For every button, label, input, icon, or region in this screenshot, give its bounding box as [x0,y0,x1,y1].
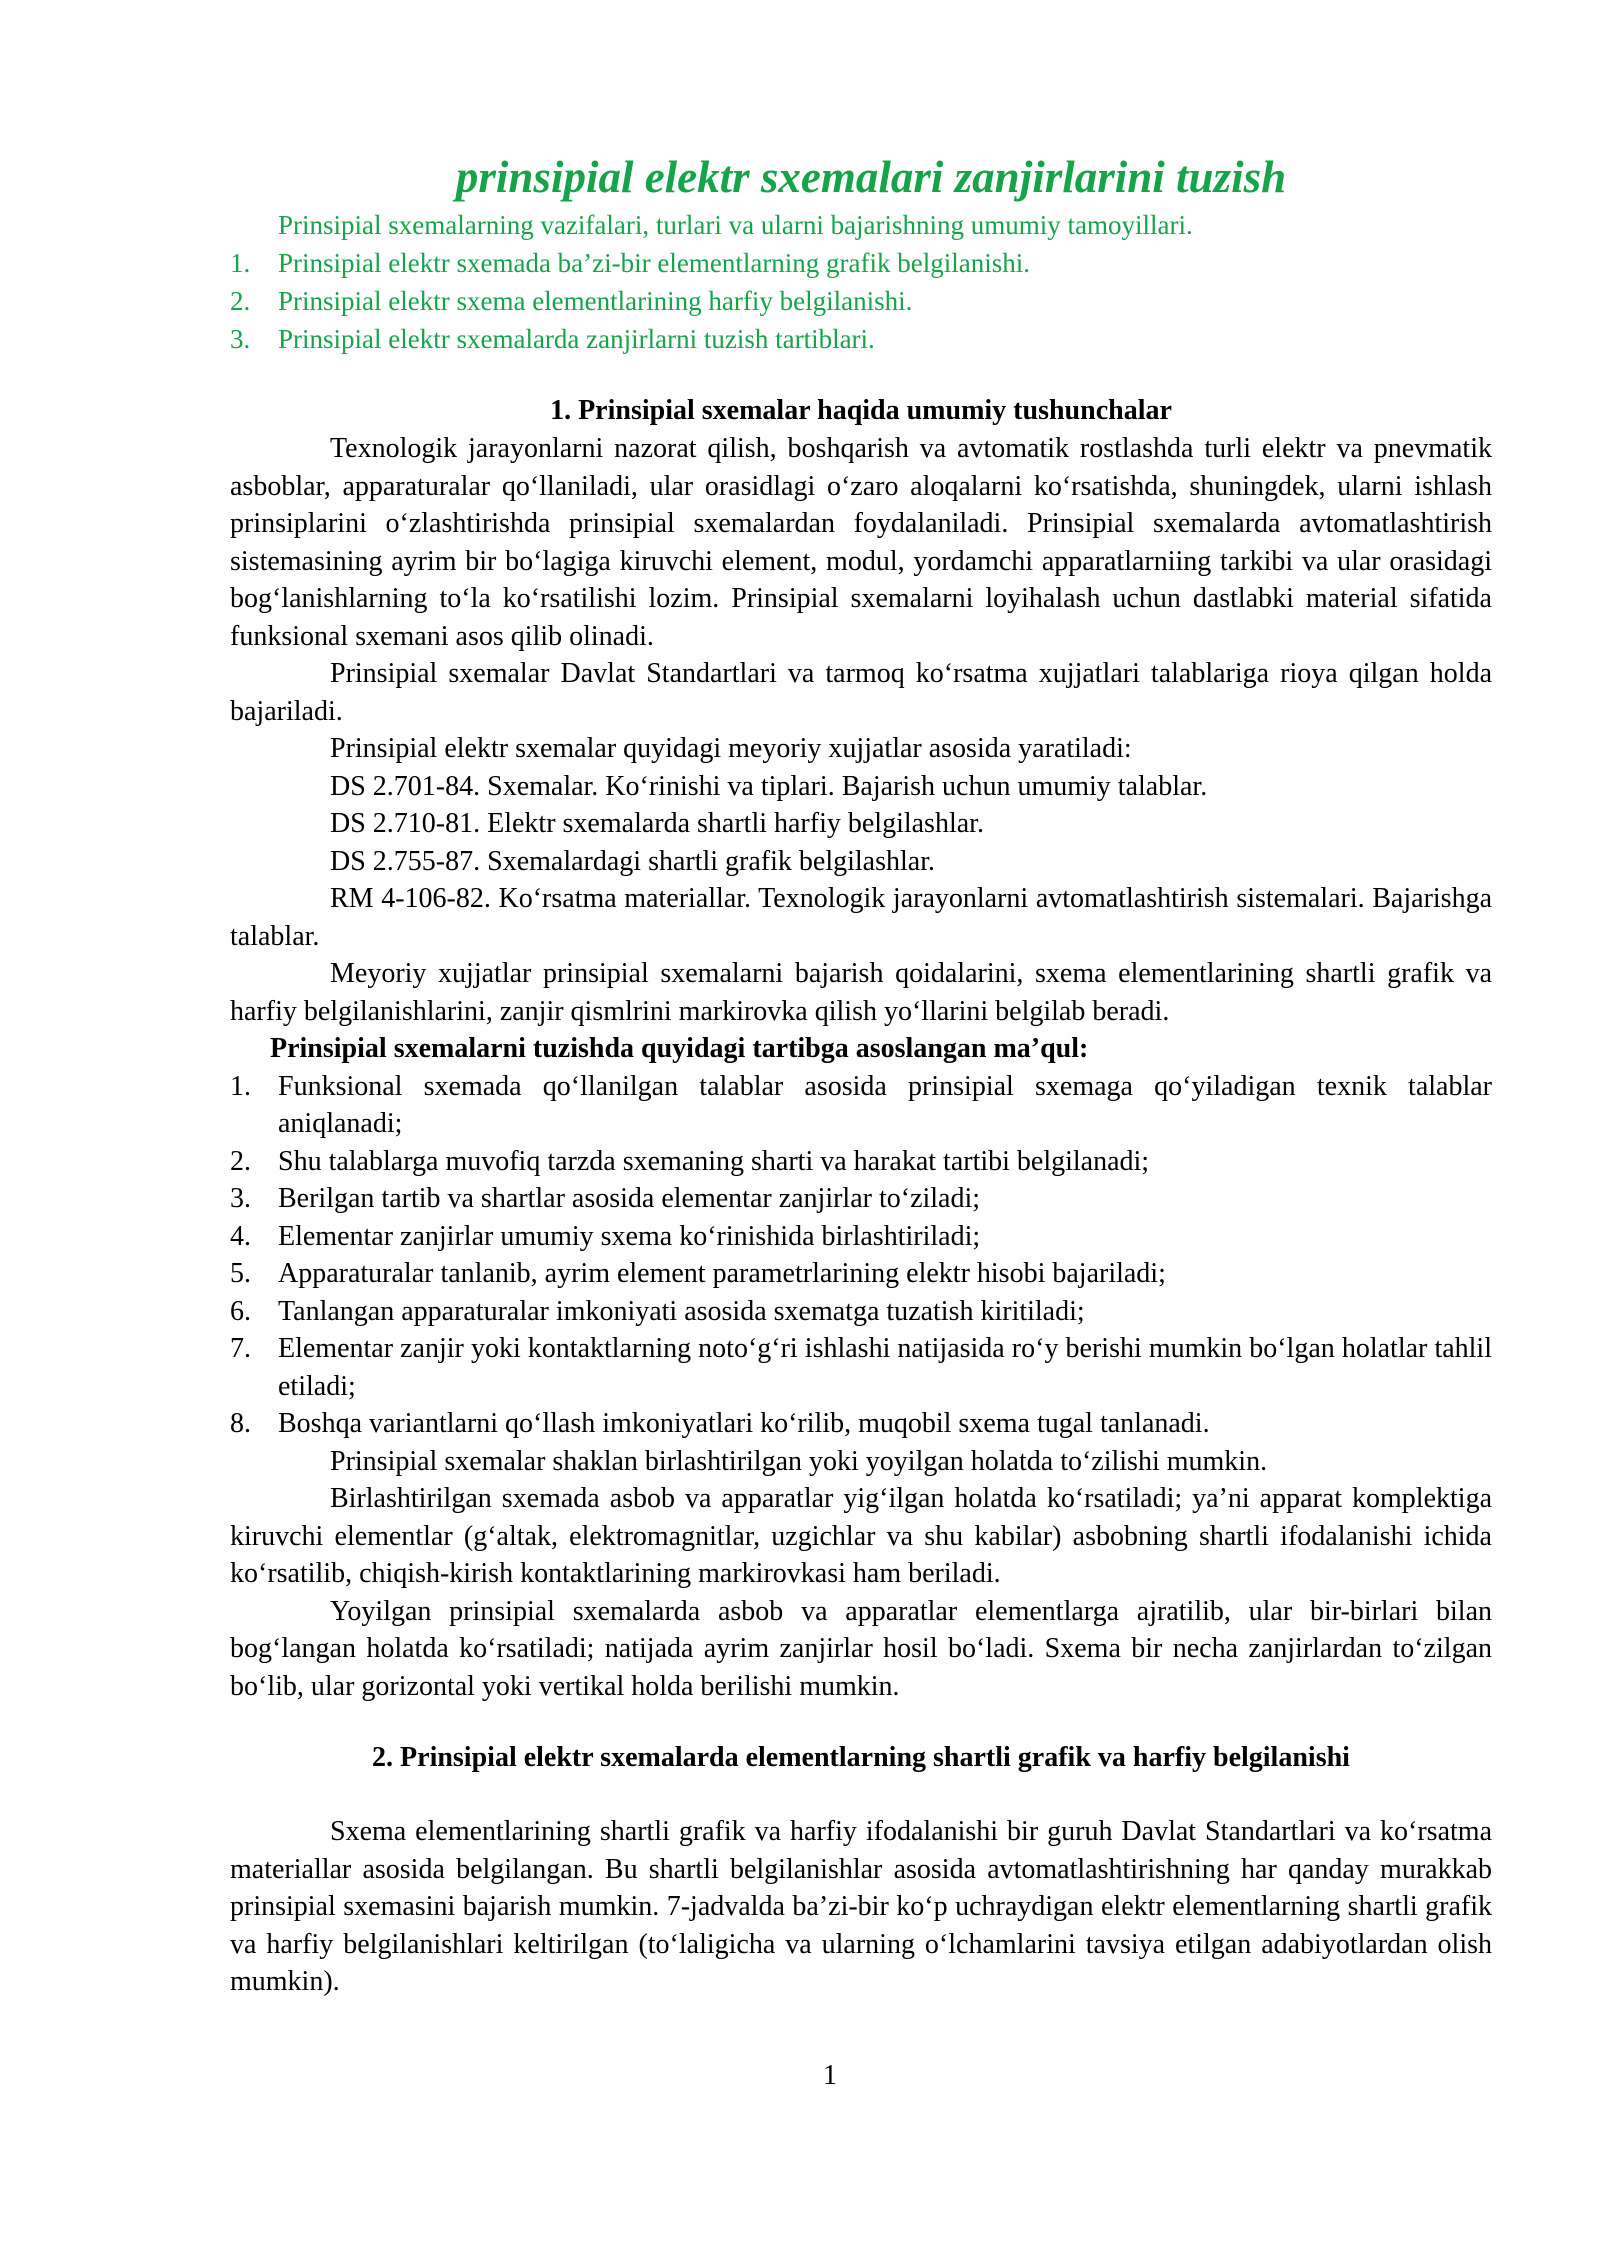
list-number: 1. [230,1070,251,1102]
section-2-heading: 2. Prinsipial elektr sxemalarda elementlarning shartli grafik va harfiy belgilanishi [372,1742,1350,1773]
paragraph: Sxema elementlarining shartli grafik va harfiy ifodalanishi bir guruh Davlat Standartlari va ko‘rsatma materiallar asosida belgilangan. Bu shartli belgilanishlar asosida avtomatlashtirishning har qanday murakkab prinsipial sxemasini bajarish mumkin. 7-jadvalda ba’zi-bir ko‘p uchraydigan elektr elementlarning shartli grafik va harfiy belgilanishlari keltirilgan (to‘laligicha va ularning o‘lchamlarini tavsiya etilgan adabiyotlardan olish mumkin). [230,1816,1492,1997]
document-title: prinsipial elektr sxemalari zanjirlarini tuzish [455,152,1287,202]
list-text: Shu talablarga muvofiq tarzda sxemaning sharti va harakat tartibi belgilanadi; [278,1145,1150,1177]
list-item [230,1143,1492,1181]
list-text: Prinsipial elektr sxema elementlarining harfiy belgilanishi. [278,286,913,316]
standard-ref: DS 2.710-81. Elektr sxemalarda shartli harfiy belgilashlar. [330,808,984,839]
standard-ref: DS 2.755-87. Sxemalardagi shartli grafik belgilashlar. [330,845,935,877]
paragraph: Yoyilgan prinsipial sxemalarda asbob va apparatlar elementlarga ajratilib, ular bir-birlari bilan bog‘langan holatda ko‘rsatiladi; natijada ayrim zanjirlar hosil bo‘ladi. Sxema bir necha zanjirlardan to‘zilgan bo‘lib, ular gorizontal yoki vertikal holda berilishi mumkin. [230,1595,1492,1702]
spacer [230,1777,1492,1813]
list-number: 8. [230,1408,251,1439]
list-item [230,1068,1492,1143]
list-text: Elementar zanjirlar umumiy sxema ko‘rinishida birlashtiriladi; [278,1220,981,1252]
list-item [230,1293,1492,1331]
list-number: 1. [230,248,251,278]
list-number: 5. [230,1258,251,1289]
list-text: Berilgan tartib va shartlar asosida elementar zanjirlar to‘ziladi; [278,1183,981,1214]
list-text: Prinsipial elektr sxemalarda zanjirlarni tuzish tartiblari. [278,324,875,354]
list-item [230,1405,1492,1443]
list-item [230,1180,1492,1218]
paragraph: Prinsipial elektr sxemalar quyidagi meyoriy xujjatlar asosida yaratiladi: [330,733,1132,764]
list-item [230,1330,1492,1405]
list-number: 2. [230,1145,251,1177]
page-number: 1 [823,2060,837,2091]
list-text: Tanlangan apparaturalar imkoniyati asosida sxematga tuzatish kiritiladi; [278,1295,1085,1327]
list-item [230,1255,1492,1293]
list-number: 3. [230,324,251,354]
standard-ref: DS 2.701-84. Sxemalar. Ko‘rinishi va tiplari. Bajarish uchun umumiy talablar. [330,770,1208,802]
list-number: 4. [230,1220,251,1252]
paragraph: Texnologik jarayonlarni nazorat qilish, boshqarish va avtomatik rostlashda turli elektr va pnevmatik asboblar, apparaturalar qo‘llaniladi, ular orasidlagi o‘zaro aloqalarni ko‘rsatishda, shuningdek, ularni ishlash prinsiplarini o‘zlashtirishda prinsipial sxemalardan foydalaniladi. Prinsipial sxemalarda avtomatlashtirish sistemasining ayrim bir bo‘lagiga kiruvchi element, modul, yordamchi apparatlarniing tarkibi va ular orasidagi bog‘lanishlarning to‘la ko‘rsatilishi lozim. Prinsipial sxemalarni loyihalash uchun dastlabki material sifatida funksional sxemani asos qilib olinadi. [230,433,1492,652]
paragraph: Prinsipial sxemalar Davlat Standartlari va tarmoq ko‘rsatma xujjatlari talablariga rioya qilgan holda bajariladi. [230,658,1492,727]
list-number: 6. [230,1295,251,1327]
section-1-heading: 1. Prinsipial sxemalar haqida umumiy tushunchalar [550,395,1172,426]
list-number: 7. [230,1333,251,1364]
list-number: 3. [230,1183,251,1214]
paragraph: Prinsipial sxemalar shaklan birlashtirilgan yoki yoyilgan holatda to‘zilishi mumkin. [330,1445,1268,1477]
list-number: 2. [230,286,251,316]
intro-line: Prinsipial sxemalarning vazifalari, turlari va ularni bajarishning umumiy tamoyillari. [278,210,1193,240]
steps-list [230,1068,1492,1443]
list-item [230,282,1492,320]
standard-ref: RM 4-106-82. Ko‘rsatma materiallar. Texnologik jarayonlarni avtomatlashtirish sistemalari. Bajarishga talablar. [230,883,1492,952]
list-text: Funksional sxemada qo‘llanilgan talablar asosida prinsipial sxemaga qo‘yiladigan texnik talablar aniqlanadi; [278,1070,1492,1139]
paragraph: Meyoriy xujjatlar prinsipial sxemalarni bajarish qoidalarini, sxema elementlarining shartli grafik va harfiy belgilanishlarini, zanjir qismlrini markirovka qilish yo‘llarini belgilab beradi. [230,958,1492,1027]
list-text: Boshqa variantlarni qo‘llash imkoniyatlari ko‘rilib, muqobil sxema tugal tanlanadi. [278,1408,1210,1439]
list-text: Apparaturalar tanlanib, ayrim element parametrlarining elektr hisobi bajariladi; [278,1258,1166,1289]
list-item [230,244,1492,282]
list-item [230,320,1492,358]
list-text: Elementar zanjir yoki kontaktlarning noto‘g‘ri ishlashi natijasida ro‘y berishi mumkin bo‘lgan holatlar tahlil etiladi; [278,1333,1492,1402]
list-text: Prinsipial elektr sxemada ba’zi-bir elementlarning grafik belgilanishi. [278,248,1031,278]
procedure-heading: Prinsipial sxemalarni tuzishda quyidagi tartibga asoslangan ma’qul: [270,1033,1089,1064]
paragraph: Birlashtirilgan sxemada asbob va apparatlar yig‘ilgan holatda ko‘rsatiladi; ya’ni apparat komplektiga kiruvchi elementlar (g‘altak, elektromagnitlar, uzgichlar va shu kabilar) asbobning shartli ifodalanishi ichida ko‘rsatilib, chiqish-kirish kontaktlarining markirovkasi ham beriladi. [230,1483,1492,1589]
list-item [230,1218,1492,1256]
topic-list [230,244,1492,358]
